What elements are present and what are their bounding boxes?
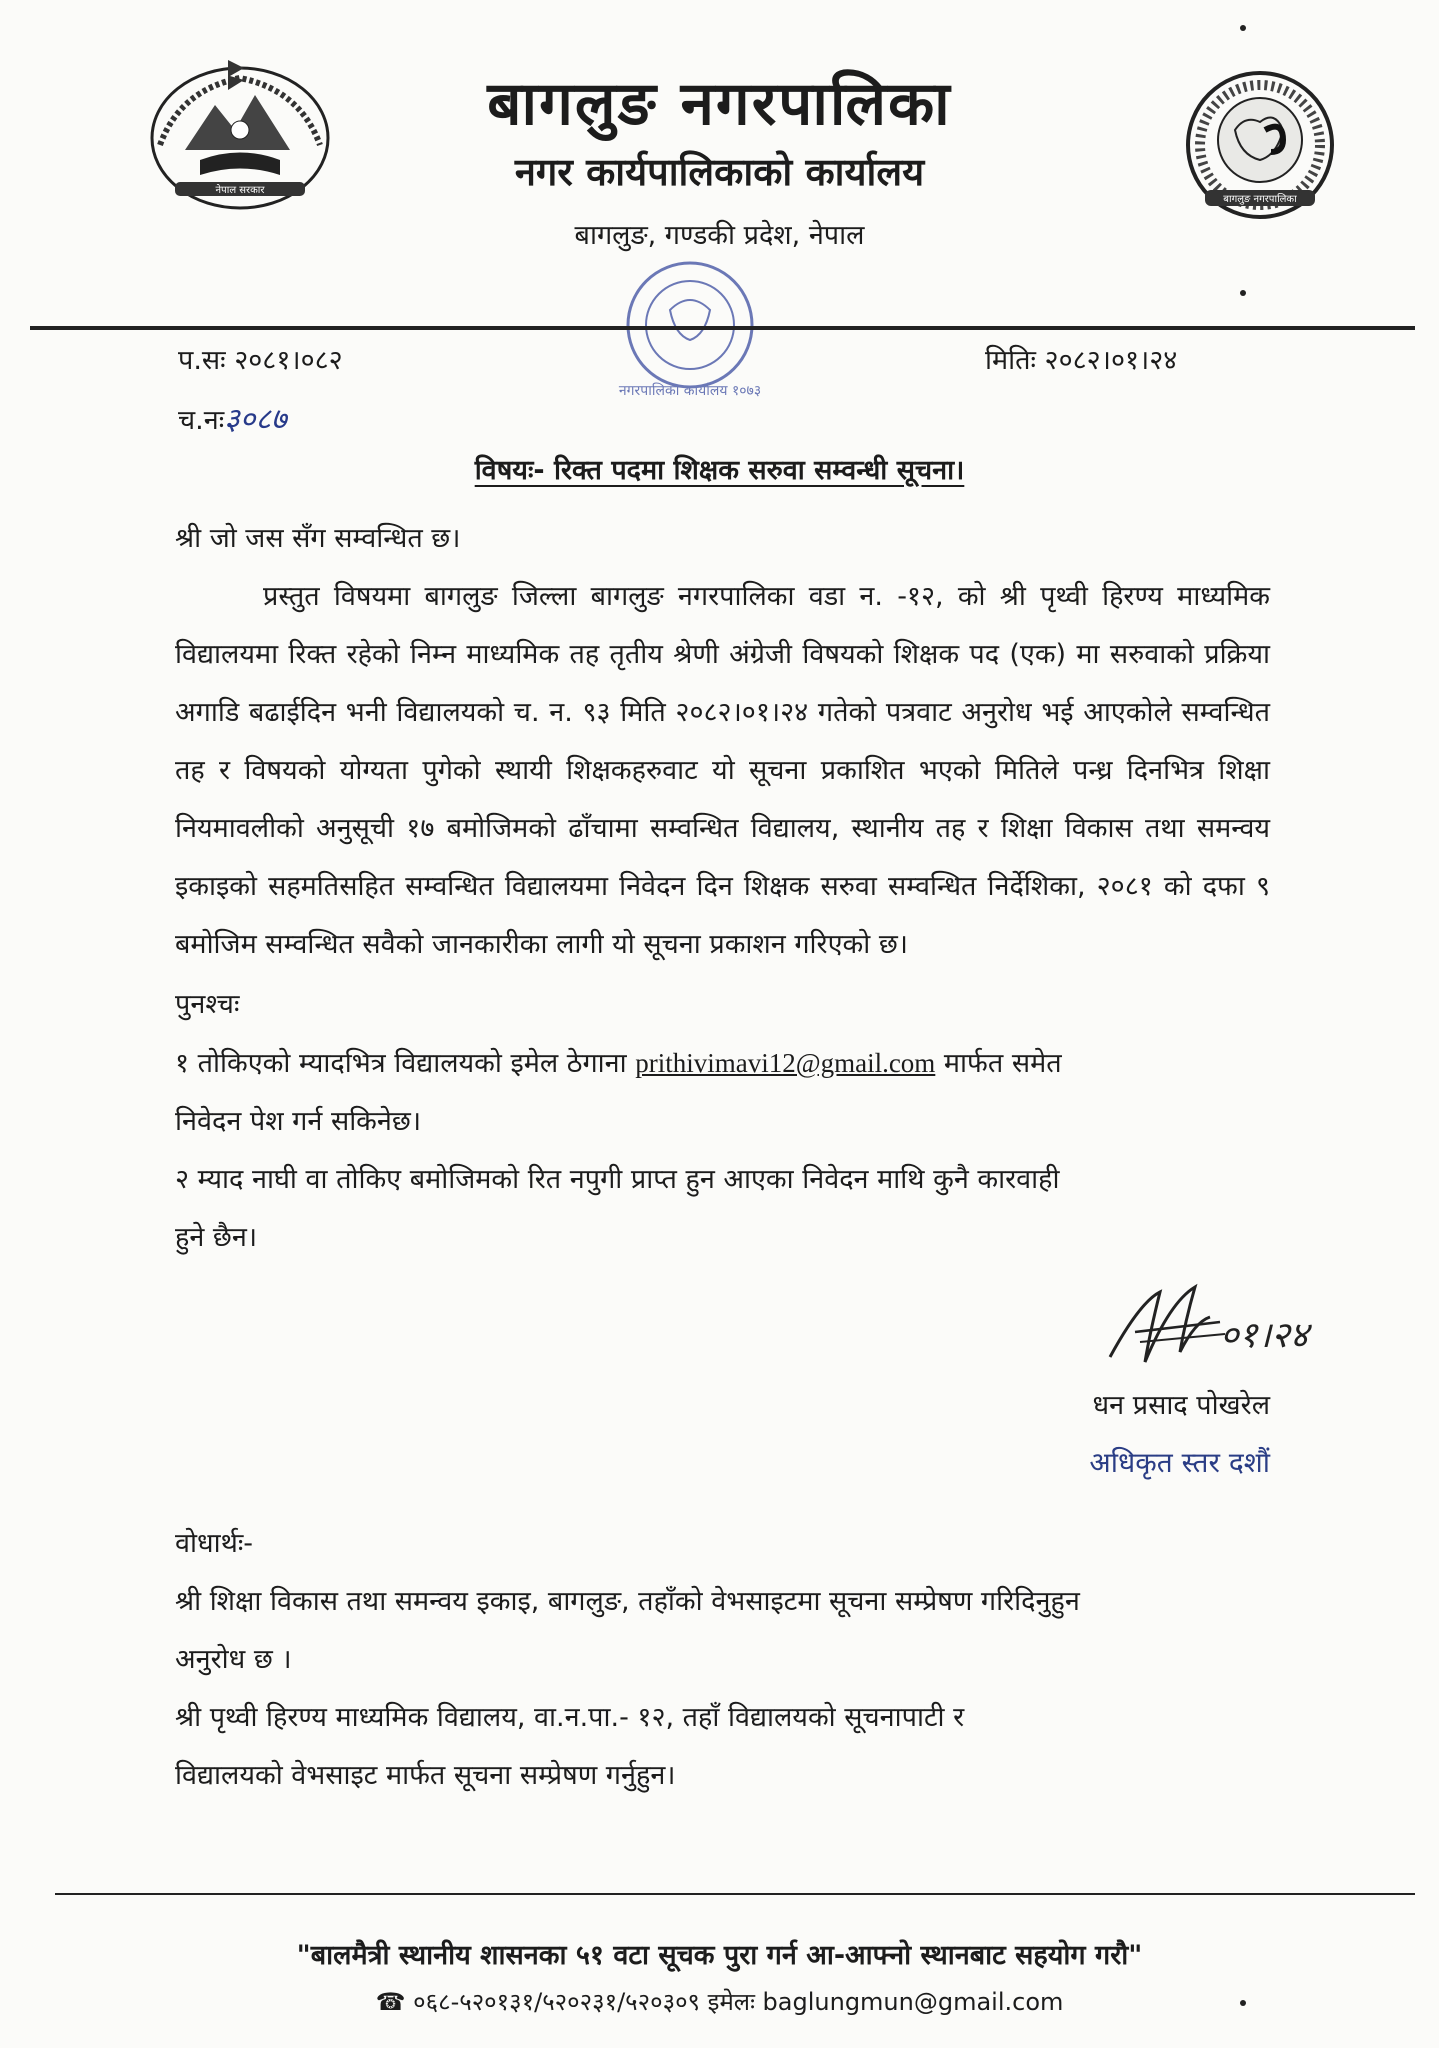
- stamp-text: नगरपालिका कार्यालय १०७३: [618, 383, 762, 399]
- chalani-handwritten-value: ३०८७: [224, 402, 287, 437]
- signatory-name: धन प्रसाद पोखरेल: [1092, 1390, 1270, 1421]
- subject-text: विषयः- रिक्त पदमा शिक्षक सरुवा सम्वन्धी सूचना।: [474, 455, 965, 486]
- postscript-label: पुनश्चः: [175, 989, 240, 1020]
- office-stamp-icon: [590, 245, 790, 415]
- footer-divider: [55, 1893, 1415, 1895]
- office-address: बागलुङ, गण्डकी प्रदेश, नेपाल: [574, 220, 865, 251]
- scan-speck: [1240, 2000, 1246, 2006]
- postscript-note-1: [175, 1034, 1270, 1093]
- phone-icon: ☎: [375, 1988, 406, 2016]
- chalani-label: च.नः: [178, 405, 225, 436]
- cc-item-2-line-2: विद्यालयको वेभसाइट मार्फत सूचना सम्प्रेषण गर्नुहुन।: [175, 1760, 676, 1791]
- footer-contact: [0, 1985, 1439, 2018]
- left-emblem-text: नेपाल सरकार: [215, 185, 265, 196]
- school-email-link[interactable]: prithivimavi12@gmail.com: [635, 1048, 936, 1078]
- postscript-note-2: २ म्याद नाघी वा तोकिए बमोजिमको रित नपुगी प्राप्त हुन आएका निवेदन माथि कुनै कारवाही: [175, 1164, 1060, 1195]
- note1-suffix: मार्फत समेत: [943, 1048, 1062, 1079]
- salutation: श्री जो जस सँग सम्वन्धित छ।: [175, 523, 461, 554]
- contact-details: ०६८-५२०१३१/५२०२३१/५२०३०९ इमेलः baglungmun@gmail.com: [413, 1988, 1064, 2016]
- header-divider: [30, 326, 1415, 330]
- note1-prefix: १ तोकिएको म्यादभित्र विद्यालयको इमेल ठेगाना: [175, 1048, 627, 1079]
- scan-speck: [1240, 290, 1246, 296]
- subject-heading: [0, 450, 1439, 487]
- cc-item-2: श्री पृथ्वी हिरण्य माध्यमिक विद्यालय, वा.न.पा.- १२, तहाँ विद्यालयको सूचनापाटी र: [175, 1702, 965, 1733]
- postscript-note-2-line-2: हुने छैन।: [175, 1222, 258, 1253]
- scan-speck: [1240, 25, 1246, 31]
- letter-body: [175, 510, 1270, 1267]
- main-paragraph: प्रस्तुत विषयमा बागलुङ जिल्ला बागलुङ नगरपालिका वडा न. -१२, को श्री पृथ्वी हिरण्य माध्यमिक विद्यालयमा रिक्त रहेको निम्न माध्यमिक तह तृतीय श्रेणी अंग्रेजी विषयको शिक्षक पद (एक) मा सरुवाको प्रक्रिया अगाडि बढाईदिन भनी विद्यालयको च. न. ९३ मिति २०८२।०१।२४ गतेको पत्रवाट अनुरोध भई आएकोले सम्वन्धित तह र विषयको योग्यता पुगेको स्थायी शिक्षकहरुवाट यो सूचना प्रकाशित भएको मितिले पन्ध्र दिनभित्र शिक्षा नियमावलीको अनुसूची १७ बमोजिमको ढाँचामा सम्वन्धित विद्यालय, स्थानीय तह र शिक्षा विकास तथा समन्वय इकाइको सहमतिसहित सम्वन्धित विद्यालयमा निवेदन दिन शिक्षक सरुवा सम्वन्धित निर्देशिका, २०८१ को दफा ९ बमोजिम सम्वन्धित सवैको जानकारीका लागी यो सूचना प्रकाशन गरिएको छ।: [175, 581, 1270, 960]
- cc-item-1: श्री शिक्षा विकास तथा समन्वय इकाइ, बागलुङ, तहाँको वेभसाइटमा सूचना सम्प्रेषण गरिदिनुहुन: [175, 1586, 1080, 1617]
- letter-date: मितिः २०८२।०१।२४: [985, 345, 1178, 376]
- footer-slogan: "बालमैत्री स्थानीय शासनका ५१ वटा सूचक पुरा गर्न आ-आफ्नो स्थानबाट सहयोग गरौ": [296, 1940, 1143, 1971]
- cc-label: वोधार्थः-: [175, 1528, 254, 1559]
- postscript-note-1-line-2: निवेदन पेश गर्न सकिनेछ।: [175, 1106, 422, 1137]
- handwritten-signature-icon: [1100, 1262, 1330, 1392]
- office-name-title: बागलुङ नगरपालिका: [487, 69, 952, 139]
- signature-date: ०१।२४: [1220, 1315, 1309, 1356]
- chalani-number: [178, 397, 287, 438]
- cc-item-1-line-2: अनुरोध छ ।: [175, 1644, 292, 1675]
- office-subtitle: नगर कार्यपालिकाको कार्यालय: [514, 150, 925, 194]
- cc-section: [175, 1515, 1270, 1805]
- signatory-designation: अधिकृत स्तर दशौं: [1089, 1446, 1270, 1479]
- right-emblem-text: बागलुङ नगरपालिका: [1223, 194, 1297, 205]
- patra-sankhya: प.सः २०८१।०८२: [178, 345, 343, 376]
